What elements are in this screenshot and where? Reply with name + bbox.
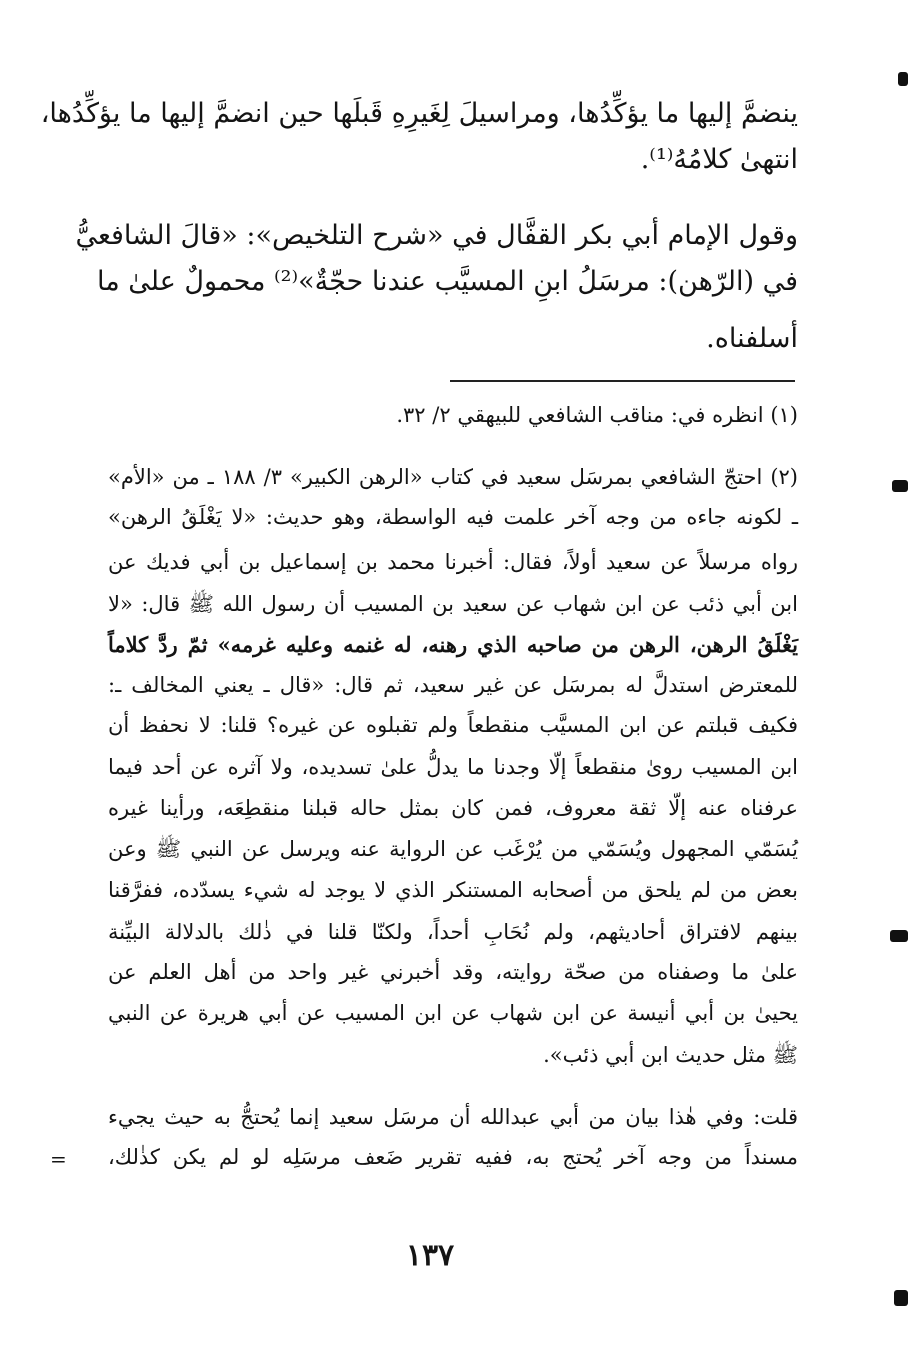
footnote-2-line-9: عرفناه عنه إلّا ثقة معروف، فمن كان بمثل حاله قبلنا منقطِعَه، ورأينا غيره (108, 796, 798, 820)
body-line-3: وقول الإمام أبي بكر القفَّال في «شرح التلخيص»: «قالَ الشافعيُّ (75, 220, 798, 251)
footnote-2-comment-line-2: مسنداً من وجه آخر يُحتج به، ففيه تقرير ضَعف مرسَلِه لو لم يكن كذٰلك، (108, 1145, 798, 1169)
footnote-2-line-13: علىٰ ما وصفناه من صحّة روايته، وقد أخبرني غير واحد من أهل العلم عن (108, 960, 798, 984)
footnote-2-line-14: يحيىٰ بن أبي أنيسة عن ابن شهاب عن ابن المسيب عن أبي هريرة عن النبي (108, 1001, 798, 1025)
scan-edge-mark (898, 72, 908, 86)
footnote-2-line-3: رواه مرسلاً عن سعيد أولاً، فقال: أخبرنا محمد بن إسماعيل بن أبي فديك عن (108, 550, 798, 574)
scan-edge-mark (894, 1290, 908, 1306)
footnote-separator (450, 380, 795, 382)
page-number: ١٣٧ (405, 1238, 455, 1273)
continuation-mark: = (50, 1147, 67, 1171)
footnote-2-line-8: ابن المسيب روىٰ منقطعاً إلّا وجدنا ما يدلُّ علىٰ تسديده، ولا آثره عن أحد فيما (108, 755, 798, 779)
footnote-2-line-5: يَغْلَقُ الرهن، الرهن من صاحبه الذي رهنه، له غنمه وعليه غرمه» ثمّ ردَّ كلاماً (108, 632, 798, 657)
body-line-4: في (الرّهن): مرسَلُ ابنِ المسيَّب عندنا حجّةٌ»⁽²⁾ محمولٌ علىٰ ما (96, 266, 798, 297)
scan-edge-mark (892, 480, 908, 492)
footnote-2-line-15: ﷺ مثل حديث ابن أبي ذئب». (543, 1043, 798, 1067)
scan-edge-mark (890, 930, 908, 942)
footnote-2-line-7: فكيف قبلتم عن ابن المسيَّب منقطعاً ولم تقبلوه عن غيره؟ قلنا: لا نحفظ أن (108, 713, 798, 737)
footnote-2-line-6: للمعترض استدلَّ له بمرسَل عن غير سعيد، ثم قال: «قال ـ يعني المخالف ـ: (108, 673, 798, 697)
footnote-2-line-11: بعض من لم يلحق من أصحابه المستنكر الذي لا يوجد له شيء يسدّده، ففرَّقنا (108, 878, 798, 902)
footnote-2-line-4: ابن أبي ذئب عن ابن شهاب عن سعيد بن المسيب أن رسول الله ﷺ قال: «لا (108, 592, 798, 616)
footnote-2-line-10: يُسَمّي المجهول ويُسَمّي من يُرْغَب عن الرواية عنه ويرسل عن النبي ﷺ وعن (108, 837, 798, 861)
footnote-2-comment-line-1: قلت: وفي هٰذا بيان من أبي عبدالله أن مرسَل سعيد إنما يُحتجُّ به حيث يجيء (108, 1105, 798, 1129)
footnote-1: (١) انظره في: مناقب الشافعي للبيهقي ٢/ ٣٢. (396, 403, 798, 427)
body-line-1: ينضمَّ إليها ما يؤكِّدُها، ومراسيلَ لِغَيرِهِ قَبلَها حين انضمَّ إليها ما يؤكِّدُها، (40, 98, 798, 129)
footnote-2-line-12: بينهم لافتراق أحاديثهم، ولم نُحَابِ أحداً، ولكنّا قلنا في ذٰلك بالدلالة البيِّنة (108, 920, 798, 944)
body-line-5: أسلفناه. (706, 323, 798, 354)
footnote-2-line-1: (٢) احتجّ الشافعي بمرسَل سعيد في كتاب «الرهن الكبير» ٣/ ١٨٨ ـ من «الأم» (108, 465, 798, 489)
footnote-2-line-2: ـ لكونه جاءه من وجه آخر علمت فيه الواسطة، وهو حديث: «لا يَغْلَقُ الرهن» (108, 505, 798, 529)
body-line-2: انتهىٰ كلامُهُ⁽¹⁾. (640, 144, 798, 175)
